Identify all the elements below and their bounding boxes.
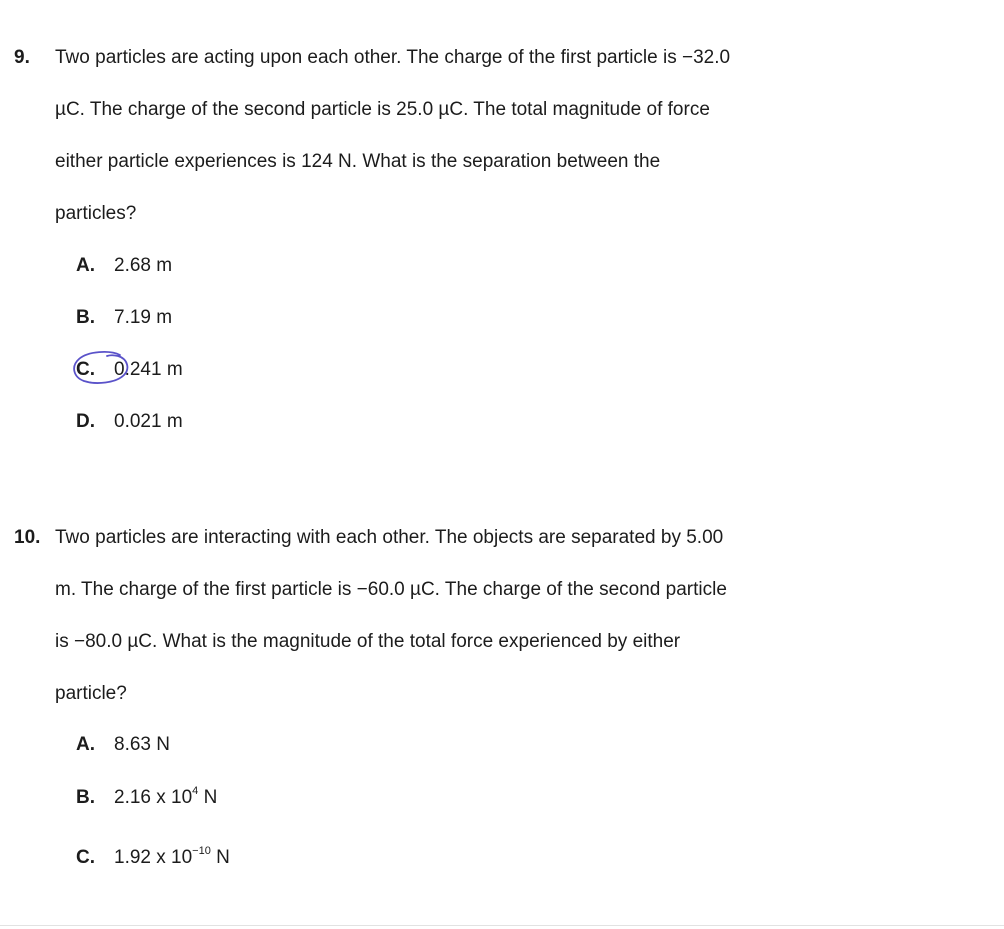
question-line: µC. The charge of the second particle is 25.0 µC. The total magnitude of force [55, 99, 710, 120]
option-value-exponent: −10 [192, 845, 211, 857]
option-value: 0.021 m [114, 411, 183, 432]
question-line: m. The charge of the first particle is −60.0 µC. The charge of the second particle [55, 579, 727, 600]
option-value-exponent: 4 [192, 785, 199, 797]
question-line: particles? [55, 203, 137, 224]
option-letter: A. [76, 734, 95, 755]
option-d[interactable] [76, 410, 183, 434]
option-a[interactable] [76, 254, 172, 278]
option-value [114, 786, 217, 810]
question-line: Two particles are acting upon each other. The charge of the first particle is −32.0 [55, 47, 731, 68]
question-number: 9. [14, 47, 30, 68]
option-c[interactable] [76, 846, 230, 870]
option-value-unit: N [198, 787, 218, 808]
option-c[interactable] [76, 358, 183, 382]
option-value-base: 2.16 x 10 [114, 787, 193, 808]
option-letter: B. [76, 307, 95, 328]
option-b[interactable] [76, 306, 172, 330]
option-value-base: 1.92 x 10 [114, 847, 193, 868]
option-letter: D. [76, 411, 95, 432]
question-text [55, 512, 955, 720]
option-letter: A. [76, 255, 95, 276]
option-letter: B. [76, 787, 95, 808]
option-value: 2.68 m [114, 255, 173, 276]
page-divider [0, 925, 1004, 926]
question-text [55, 32, 955, 240]
question-line: particle? [55, 683, 127, 704]
question-number: 10. [14, 527, 41, 548]
question-line: Two particles are interacting with each other. The objects are separated by 5.00 [55, 527, 724, 548]
option-value-unit: N [210, 847, 230, 868]
option-letter: C. [76, 847, 95, 868]
option-value: 7.19 m [114, 307, 173, 328]
question-line: either particle experiences is 124 N. What is the separation between the [55, 151, 661, 172]
option-a[interactable] [76, 733, 170, 757]
option-letter: C. [76, 359, 95, 380]
option-value: 0.241 m [114, 359, 183, 380]
option-b[interactable] [76, 786, 217, 810]
option-value: 8.63 N [114, 734, 170, 755]
option-value [114, 846, 230, 870]
question-line: is −80.0 µC. What is the magnitude of the total force experienced by either [55, 631, 681, 652]
